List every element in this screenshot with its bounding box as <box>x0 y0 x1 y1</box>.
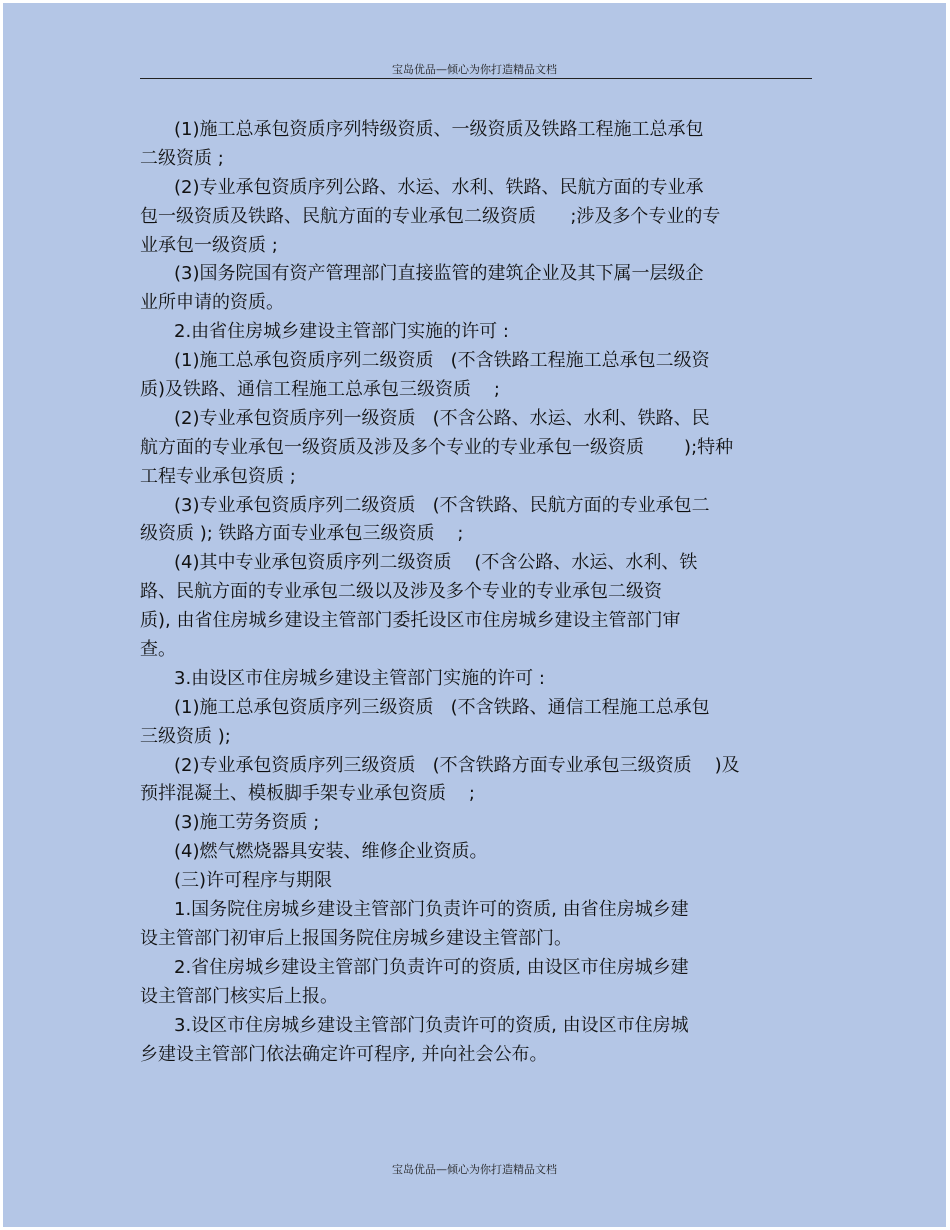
text-line: 设主管部门核实后上报。 <box>140 985 338 1007</box>
text-line: 2.由省住房城乡建设主管部门实施的许可 : <box>174 321 509 343</box>
text-line: (2)专业承包资质序列一级资质 (不含公路、水运、水利、铁路、民 <box>174 407 710 429</box>
text-line: 1.国务院住房城乡建设主管部门负责许可的资质, 由省住房城乡建 <box>174 899 689 921</box>
text-line: (1)施工总承包资质序列三级资质 (不含铁路、通信工程施工总承包 <box>174 696 710 718</box>
text-line: (4)其中专业承包资质序列二级资质 (不含公路、水运、水利、铁 <box>174 552 698 574</box>
text-line: 业所申请的资质。 <box>140 292 284 314</box>
text-line: (1)施工总承包资质序列特级资质、一级资质及铁路工程施工总承包 <box>174 119 704 140</box>
text-line: 二级资质 ; <box>140 147 224 169</box>
text-line: 三级资质 ); <box>140 725 231 747</box>
text-line: 设主管部门初审后上报国务院住房城乡建设主管部门。 <box>140 927 572 949</box>
text-line: 包一级资质及铁路、民航方面的专业承包二级资质 ;涉及多个专业的专 <box>140 205 721 227</box>
text-line: 质), 由省住房城乡建设主管部门委托设区市住房城乡建设主管部门审 <box>140 610 681 632</box>
text-line: (3)施工劳务资质 ; <box>174 812 320 834</box>
text-line: 查。 <box>140 639 176 661</box>
document-page <box>3 3 946 1227</box>
text-line: (3)国务院国有资产管理部门直接监管的建筑企业及其下属一层级企 <box>174 263 704 285</box>
running-header: 宝岛优品—倾心为你打造精品文档 <box>392 63 557 76</box>
text-line: 业承包一级资质 ; <box>140 234 278 256</box>
text-line: 工程专业承包资质 ; <box>140 465 296 487</box>
text-line: (3)专业承包资质序列二级资质 (不含铁路、民航方面的专业承包二 <box>174 494 710 516</box>
text-line: 航方面的专业承包一级资质及涉及多个专业的专业承包一级资质 );特种 <box>140 436 734 458</box>
running-footer: 宝岛优品—倾心为你打造精品文档 <box>392 1163 557 1176</box>
text-line: (三)许可程序与期限 <box>174 870 333 892</box>
text-line: 2.省住房城乡建设主管部门负责许可的资质, 由设区市住房城乡建 <box>174 956 689 978</box>
text-line: 质)及铁路、通信工程施工总承包三级资质 ; <box>140 379 500 401</box>
document-body <box>140 116 812 1069</box>
text-line: 预拌混凝土、模板脚手架专业承包资质 ; <box>140 783 475 805</box>
text-line: 3.设区市住房城乡建设主管部门负责许可的资质, 由设区市住房城 <box>174 1014 689 1036</box>
text-line: (4)燃气燃烧器具安装、维修企业资质。 <box>174 841 488 863</box>
text-line: 3.由设区市住房城乡建设主管部门实施的许可 : <box>174 667 545 689</box>
text-line: (2)专业承包资质序列三级资质 (不含铁路方面专业承包三级资质 )及 <box>174 754 740 776</box>
text-line: (2)专业承包资质序列公路、水运、水利、铁路、民航方面的专业承 <box>174 176 704 198</box>
text-line: 路、民航方面的专业承包二级以及涉及多个专业的专业承包二级资 <box>140 581 662 603</box>
text-line: 乡建设主管部门依法确定许可程序, 并向社会公布。 <box>140 1043 548 1065</box>
text-line: (1)施工总承包资质序列二级资质 (不含铁路工程施工总承包二级资 <box>174 350 710 372</box>
text-line: 级资质 ); 铁路方面专业承包三级资质 ; <box>140 523 464 545</box>
header-divider <box>140 78 812 79</box>
